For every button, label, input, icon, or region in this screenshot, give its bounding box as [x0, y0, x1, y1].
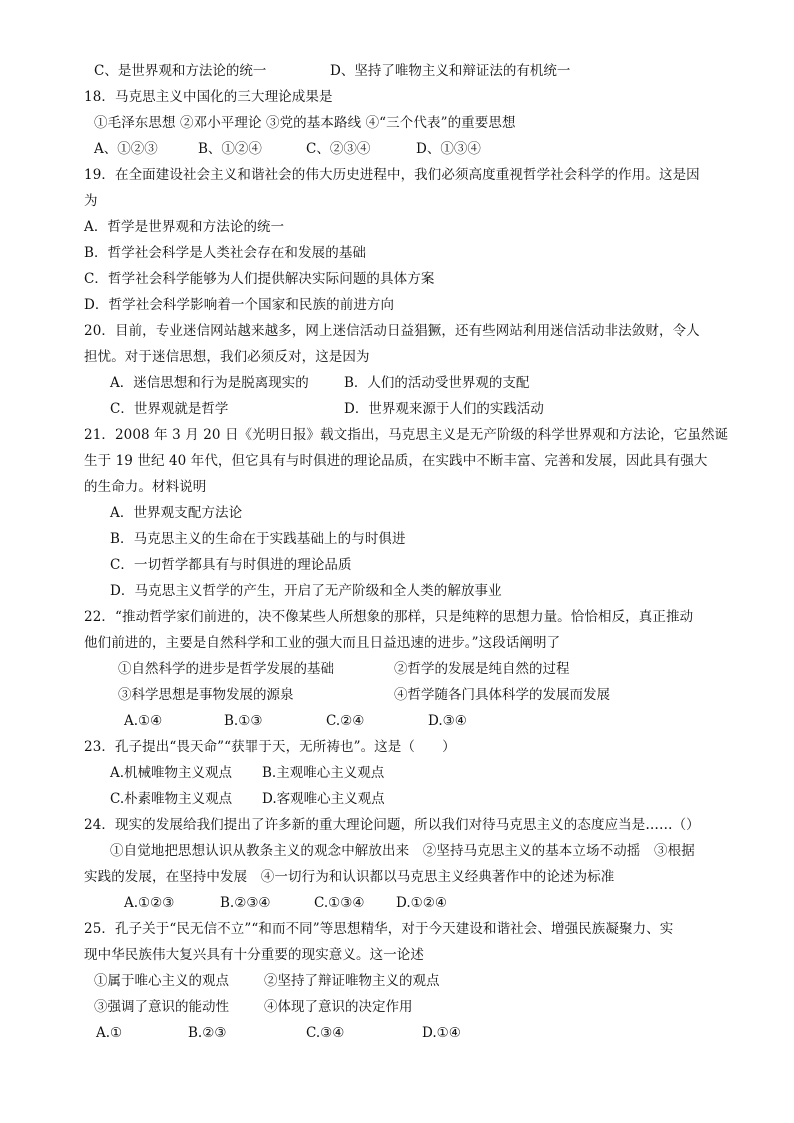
q19-stem-line-1: 19．在全面建设社会主义和谐社会的伟大历史进程中，我们必须高度重视哲学社会科学的作用。这是因 — [84, 167, 700, 183]
q24-option-c: C.①③④ — [314, 895, 365, 911]
q24-option-a: A.①②③ — [124, 895, 175, 911]
q25-option-c: C.③④ — [306, 1025, 345, 1041]
q18-option-c: C、②③④ — [306, 141, 371, 157]
q18-option-d: D、①③④ — [416, 141, 481, 157]
q25-option-b: B.②③ — [188, 1025, 227, 1041]
q19-stem-line-2: 为 — [84, 193, 98, 209]
q23-option-b: B.主观唯心主义观点 — [262, 765, 385, 781]
q22-item-2: ②哲学的发展是纯自然的过程 — [394, 661, 570, 677]
q24-items-line-1: ①自觉地把思想认识从教条主义的观念中解放出来 ②坚持马克思主义的基本立场不动摇 ③根据 — [110, 843, 695, 859]
q22-option-a: A.①④ — [124, 713, 163, 729]
q23-option-a: A.机械唯物主义观点 — [110, 765, 233, 781]
q20-option-c: C．世界观就是哲学 — [110, 401, 229, 417]
q20-stem-line-1: 20．目前，专业迷信网站越来越多，网上迷信活动日益猖獗，还有些网站利用迷信活动非法敛财，令人 — [84, 323, 700, 339]
q20-stem-line-2: 担忧。对于迷信思想，我们必须反对，这是因为 — [84, 349, 370, 365]
q23-stem: 23．孔子提出“畏天命”“获罪于天，无所祷也”。这是（ ） — [84, 739, 456, 755]
q21-stem-line-3: 的生命力。材料说明 — [84, 479, 207, 495]
q25-item-3: ③强调了意识的能动性 — [94, 999, 229, 1015]
q19-option-c: C．哲学社会科学能够为人们提供解决实际问题的具体方案 — [84, 271, 435, 287]
q22-item-4: ④哲学随各门具体科学的发展而发展 — [394, 687, 610, 703]
q20-option-b: B．人们的活动受世界观的支配 — [344, 375, 530, 391]
q18-option-b: B、①②④ — [198, 141, 262, 157]
q25-option-a: A.① — [96, 1025, 123, 1041]
q25-item-4: ④体现了意识的决定作用 — [264, 999, 413, 1015]
q22-option-d: D.③④ — [428, 713, 467, 729]
q19-option-a: A．哲学是世界观和方法论的统一 — [84, 219, 285, 235]
q22-option-c: C.②④ — [326, 713, 365, 729]
q20-option-a: A．迷信思想和行为是脱离现实的 — [110, 375, 309, 391]
q17-option-c: C、是世界观和方法论的统一 — [94, 63, 267, 79]
q24-stem: 24．现实的发展给我们提出了许多新的重大理论问题，所以我们对待马克思主义的态度应当是……（） — [84, 817, 700, 833]
q25-item-2: ②坚持了辩证唯物主义的观点 — [264, 973, 440, 989]
q22-stem-line-1: 22．“推动哲学家们前进的，决不像某些人所想象的那样，只是纯粹的思想力量。恰恰相反，真正推动 — [84, 609, 694, 625]
q22-item-3: ③科学思想是事物发展的源泉 — [118, 687, 294, 703]
q24-option-d: D.①②④ — [396, 895, 447, 911]
q21-option-d: D．马克思主义哲学的产生，开启了无产阶级和全人类的解放事业 — [110, 583, 502, 599]
q18-stem: 18．马克思主义中国化的三大理论成果是 — [84, 89, 333, 105]
q21-option-a: A．世界观支配方法论 — [110, 505, 243, 521]
q18-items: ①毛泽东思想 ②邓小平理论 ③党的基本路线 ④“三个代表”的重要思想 — [94, 115, 516, 131]
q24-items-line-2: 实践的发展，在坚持中发展 ④一切行为和认识都以马克思主义经典著作中的论述为标准 — [84, 869, 615, 885]
q19-option-d: D．哲学社会科学影响着一个国家和民族的前进方向 — [84, 297, 395, 313]
q20-option-d: D．世界观来源于人们的实践活动 — [344, 401, 544, 417]
q22-item-1: ①自然科学的进步是哲学发展的基础 — [118, 661, 334, 677]
q17-option-d: D、坚持了唯物主义和辩证法的有机统一 — [330, 63, 571, 79]
q23-option-c: C.朴素唯物主义观点 — [110, 791, 233, 807]
q19-option-b: B．哲学社会科学是人类社会存在和发展的基础 — [84, 245, 367, 261]
q21-stem-line-2: 生于 19 世纪 40 年代，但它具有与时俱进的理论品质，在实践中不断丰富、完善和发展，因此具有强大 — [84, 453, 708, 469]
q25-option-d: D.①④ — [422, 1025, 461, 1041]
q25-stem-line-1: 25．孔子关于“民无信不立”“和而不同”等思想精华，对于今天建设和谐社会、增强民族凝聚力、实 — [84, 921, 674, 937]
q23-option-d: D.客观唯心主义观点 — [262, 791, 385, 807]
q25-stem-line-2: 现中华民族伟大复兴具有十分重要的现实意义。这一论述 — [84, 947, 424, 963]
q21-stem-line-1: 21．2008 年 3 月 20 日《光明日报》载文指出，马克思主义是无产阶级的科学世界观和方法论，它虽然诞 — [84, 427, 729, 443]
q22-option-b: B.①③ — [224, 713, 263, 729]
q18-option-a: A、①②③ — [94, 141, 158, 157]
q21-option-b: B．马克思主义的生命在于实践基础上的与时俱进 — [110, 531, 406, 547]
q21-option-c: C．一切哲学都具有与时俱进的理论品质 — [110, 557, 352, 573]
q25-item-1: ①属于唯心主义的观点 — [94, 973, 229, 989]
q22-stem-line-2: 他们前进的，主要是自然科学和工业的强大而且日益迅速的进步。”这段话阐明了 — [84, 635, 561, 651]
q24-option-b: B.②③④ — [220, 895, 271, 911]
